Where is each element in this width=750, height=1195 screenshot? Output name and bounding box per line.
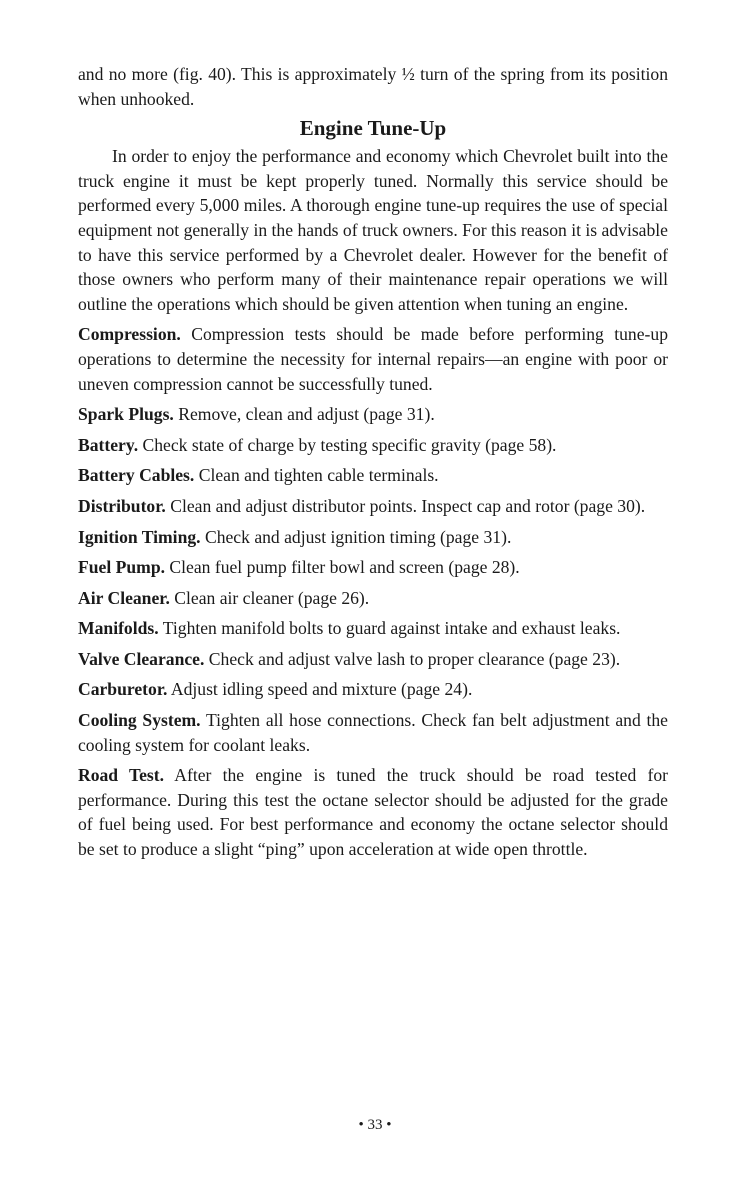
item-term: Ignition Timing.	[78, 526, 201, 547]
item-term: Spark Plugs.	[78, 404, 174, 425]
item-distributor	[78, 494, 668, 519]
item-term: Valve Clearance.	[78, 648, 205, 669]
item-text: Tighten all hose connections. Check fan belt adjustment and the cooling system for coolant leaks.	[78, 710, 668, 755]
item-spark-plugs	[78, 402, 668, 427]
item-term: Battery Cables.	[78, 465, 195, 486]
item-air-cleaner	[78, 586, 668, 611]
item-text: Clean and adjust distributor points. Inspect cap and rotor (page 30).	[170, 495, 646, 516]
item-text: Clean fuel pump filter bowl and screen (page 28).	[169, 557, 520, 578]
item-cooling-system	[78, 708, 668, 757]
item-manifolds	[78, 616, 668, 641]
item-term: Compression.	[78, 324, 181, 345]
item-term: Carburetor.	[78, 679, 168, 700]
item-fuel-pump	[78, 555, 668, 580]
item-term: Manifolds.	[78, 618, 159, 639]
item-text: Adjust idling speed and mixture (page 24).	[170, 679, 473, 700]
section-heading: Engine Tune-Up	[299, 116, 447, 141]
item-term: Air Cleaner.	[78, 587, 170, 608]
item-carburetor	[78, 677, 668, 702]
item-text: Clean and tighten cable terminals.	[198, 465, 439, 486]
item-battery	[78, 433, 668, 458]
item-ignition-timing	[78, 525, 668, 550]
page-content	[78, 62, 668, 862]
item-text: Clean air cleaner (page 26).	[174, 587, 370, 608]
page-number: • 33 •	[358, 1117, 392, 1133]
item-text: Compression tests should be made before performing tune-up operations to determine the necessity for internal repairs—an engine with poor or uneven compression cannot be successfully tuned.	[78, 324, 668, 394]
item-term: Fuel Pump.	[78, 557, 165, 578]
opening-paragraph: and no more (fig. 40). This is approximately ½ turn of the spring from its position when unhooked.	[78, 64, 668, 109]
item-battery-cables	[78, 463, 668, 488]
intro-paragraph: In order to enjoy the performance and economy which Chevrolet built into the truck engine it must be kept properly tuned. Normally this service should be performed every 5,000 miles. A thorough engine tune-up requires the use of special equipment not generally in the hands of truck owners. For this reason it is advisable to have this service performed by a Chevrolet dealer. However for the benefit of those owners who perform many of their maintenance repair operations we will outline the operations which should be given attention when tuning an engine.	[78, 146, 668, 314]
item-valve-clearance	[78, 647, 668, 672]
item-text: Tighten manifold bolts to guard against intake and exhaust leaks.	[162, 618, 621, 639]
item-text: Check and adjust valve lash to proper clearance (page 23).	[208, 648, 621, 669]
item-road-test	[78, 763, 668, 861]
item-term: Road Test.	[78, 765, 165, 786]
item-term: Battery.	[78, 434, 139, 455]
item-text: After the engine is tuned the truck should be road tested for performance. During this test the octane selector should be adjusted for the grade of fuel being used. For best performance and economy the octane selector should be set to produce a slight “ping” upon acceleration at wide open throttle.	[78, 765, 669, 860]
item-text: Check and adjust ignition timing (page 31).	[204, 526, 512, 547]
item-term: Distributor.	[78, 495, 166, 516]
item-text: Check state of charge by testing specific gravity (page 58).	[142, 434, 557, 455]
item-compression	[78, 322, 668, 396]
item-term: Cooling System.	[78, 710, 201, 731]
item-text: Remove, clean and adjust (page 31).	[178, 404, 435, 425]
